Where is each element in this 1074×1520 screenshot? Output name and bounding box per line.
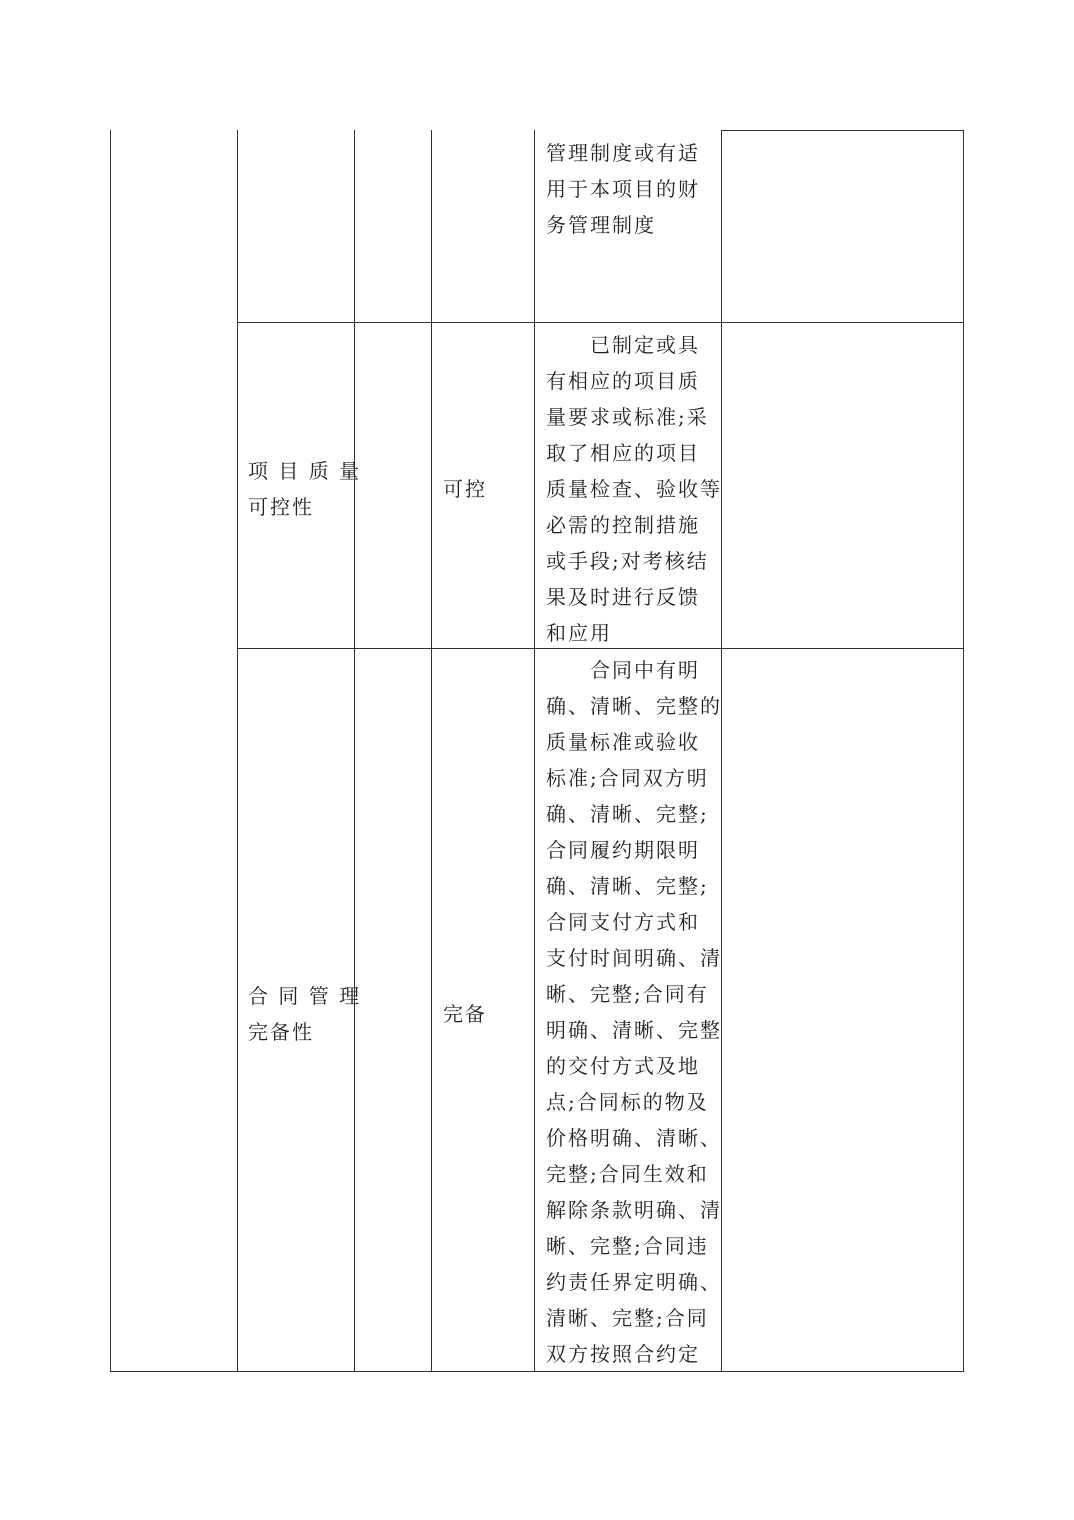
criteria-line: 约责任界定明确、 [546,1270,722,1294]
indicator-line: 项 目 质 量 [248,459,362,483]
criteria-line: 标准;合同双方明 [546,766,709,790]
criteria-line: 解除条款明确、清 [546,1198,722,1222]
criteria-line: 点;合同标的物及 [546,1090,709,1114]
criteria-line: 晰、完整;合同违 [546,1234,709,1258]
col-divider-2 [354,130,355,1372]
criteria-line: 合同履约期限明 [546,838,700,862]
criteria-line: 必需的控制措施 [546,513,700,537]
criteria-line: 确、清晰、完整; [546,802,709,826]
indicator-line: 可控性 [248,495,314,519]
row-divider-1 [237,322,964,323]
criteria-line: 管理制度或有适 [546,141,700,165]
criteria-line: 完整;合同生效和 [546,1162,709,1186]
criteria-line: 清晰、完整;合同 [546,1306,709,1330]
criteria-line: 晰、完整;合同有 [546,982,709,1006]
criteria-line: 明确、清晰、完整 [546,1018,722,1042]
criteria-line: 确、清晰、完整; [546,874,709,898]
col-divider-3 [431,130,432,1372]
criteria-line: 已制定或具 [546,333,700,357]
indicator-line: 合 同 管 理 [248,984,362,1008]
criteria-line: 双方按照合约定 [546,1342,700,1366]
table-left-border [110,130,111,1372]
table-bottom-border [110,1371,964,1372]
last-col-top-border [721,130,964,131]
criteria-line: 合同中有明 [546,658,700,682]
criteria-line: 取了相应的项目 [546,441,700,465]
criteria-line: 的交付方式及地 [546,1054,700,1078]
criteria-line: 有相应的项目质 [546,369,700,393]
criteria-line: 和应用 [546,621,612,645]
criteria-line: 合同支付方式和 [546,910,700,934]
row-2-criteria [546,327,722,651]
row-3-standard: 完备 [443,1002,487,1026]
criteria-line: 或手段;对考核结 [546,549,709,573]
row-2-indicator [248,453,361,525]
criteria-line: 价格明确、清晰、 [546,1126,722,1150]
row-2-standard: 可控 [443,477,487,501]
criteria-line: 确、清晰、完整的 [546,694,722,718]
table-right-border [963,130,964,1372]
col-divider-4 [534,130,535,1372]
criteria-line: 支付时间明确、清 [546,946,722,970]
row-3-indicator [248,978,361,1050]
row-1-criteria [546,135,700,243]
criteria-line: 务管理制度 [546,213,656,237]
indicator-line: 完备性 [248,1020,314,1044]
criteria-line: 质量标准或验收 [546,730,700,754]
col-divider-1 [237,130,238,1372]
criteria-line: 量要求或标准;采 [546,405,709,429]
criteria-line: 用于本项目的财 [546,177,700,201]
criteria-line: 质量检查、验收等 [546,477,722,501]
criteria-line: 果及时进行反馈 [546,585,700,609]
row-3-criteria [546,652,722,1372]
